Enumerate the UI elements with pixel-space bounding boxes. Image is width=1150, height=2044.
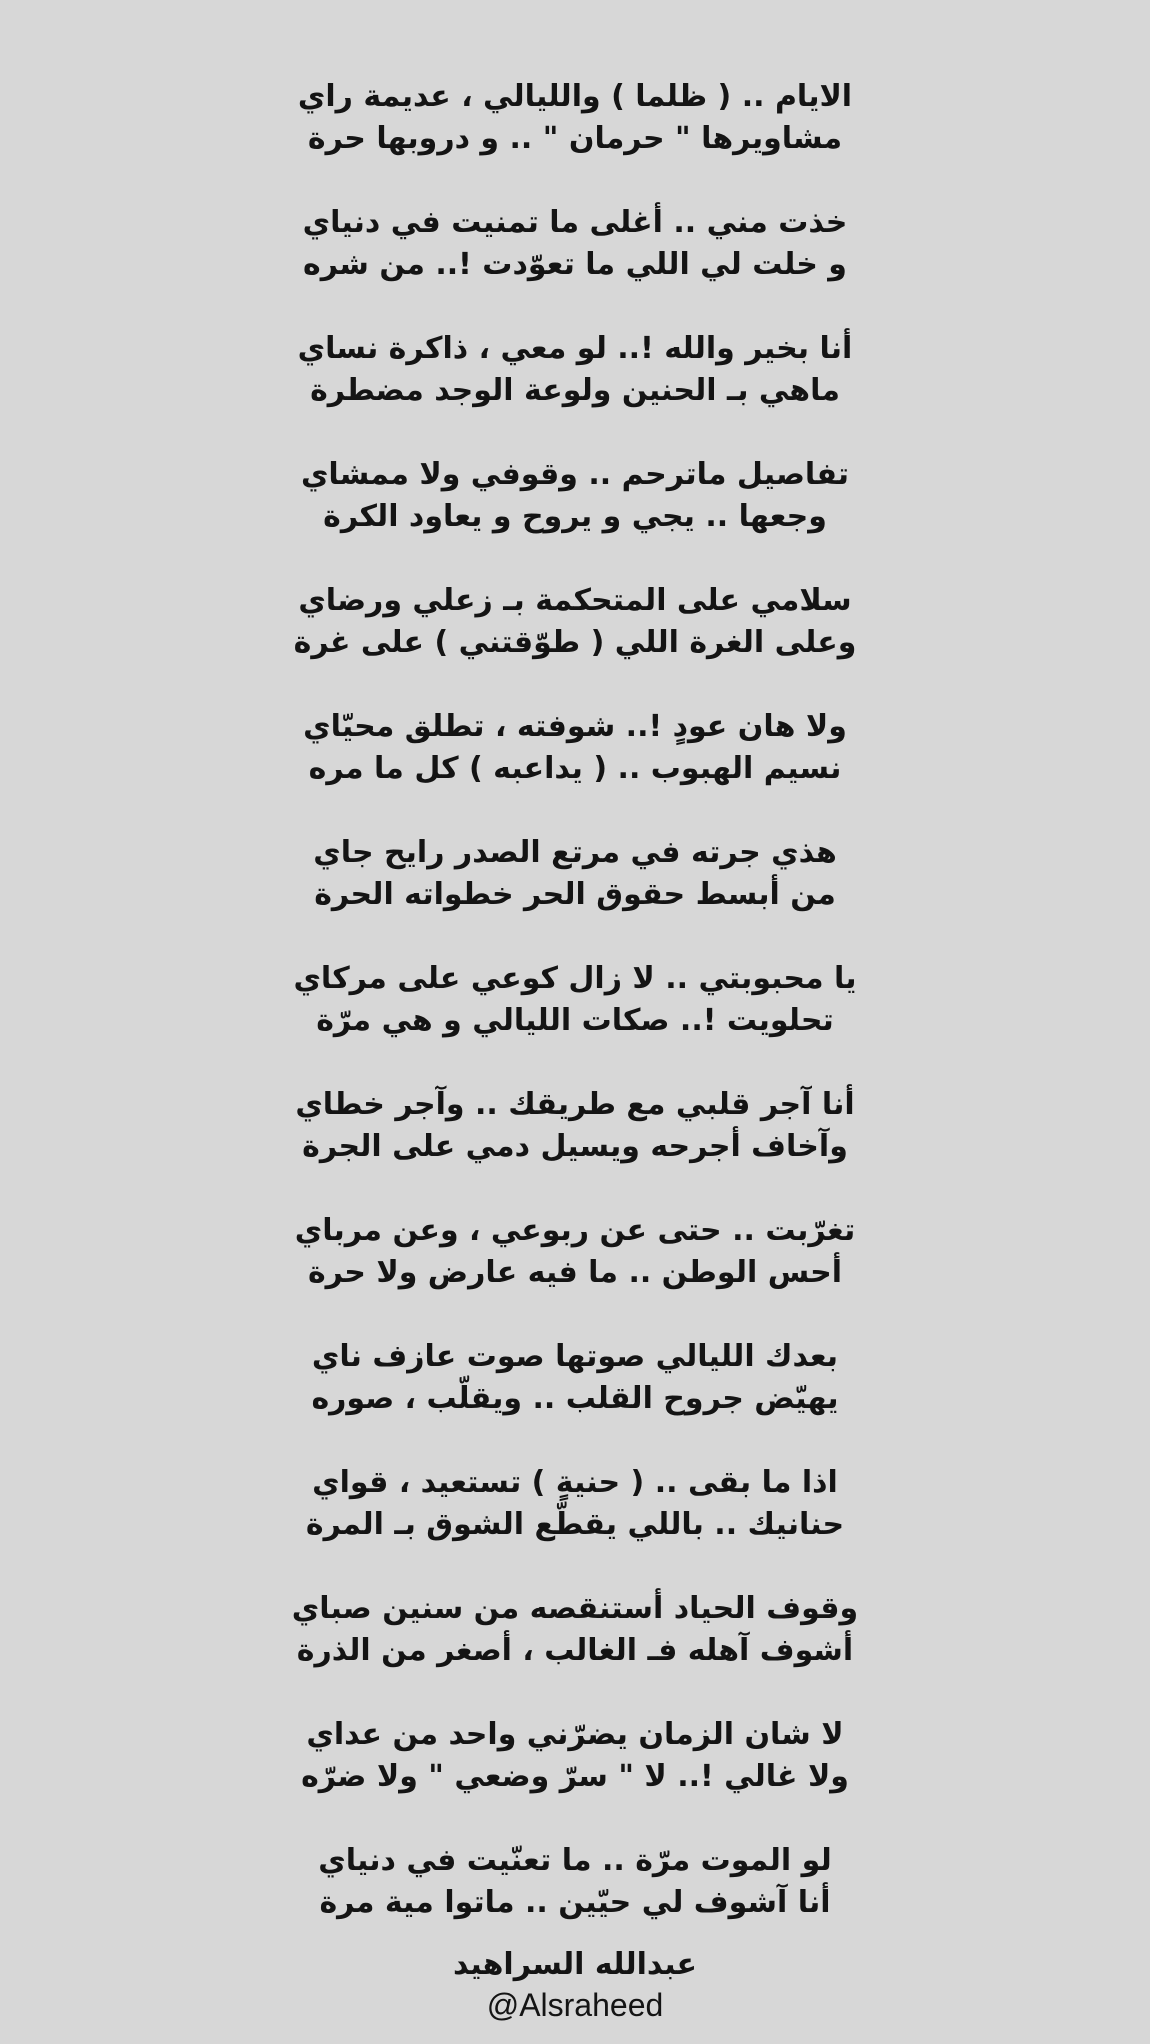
verse-line: خذت مني .. أغلى ما تمنيت في دنياي (302, 205, 848, 240)
poem-stanza (0, 328, 1150, 454)
verse-line: ولا هان عودٍ !.. شوفته ، تطلق محيّاي (303, 709, 847, 744)
poem-stanza (0, 832, 1150, 958)
verse-line: وجعها .. يجي و يروح و يعاود الكرة (323, 499, 827, 534)
poem-stanza (0, 958, 1150, 1084)
verse-line: يا محبوبتي .. لا زال كوعي على مركاي (293, 961, 857, 996)
poem (0, 76, 1150, 1966)
author-name: عبدالله السراهيد (453, 1947, 697, 1982)
poem-stanza (0, 1336, 1150, 1462)
verse-line: تحلويت !.. صكات الليالي و هي مرّة (316, 1003, 834, 1038)
verse-line: أنا بخير والله !.. لو معي ، ذاكرة نساي (297, 331, 853, 366)
verse-line: أشوف آهله فـ الغالب ، أصغر من الذرة (296, 1633, 854, 1668)
verse-line: و خلت لي اللي ما تعوّدت !.. من شره (303, 247, 847, 282)
verse-line: أنا آشوف لي حيّين .. ماتوا مية مرة (319, 1885, 831, 1920)
poem-stanza (0, 76, 1150, 202)
verse-line: مشاويرها " حرمان " .. و دروبها حرة (307, 121, 843, 156)
verse-line: حنانيك .. باللي يقطّع الشوق بـ المرة (305, 1507, 845, 1542)
verse-line: تفاصيل ماترحم .. وقوفي ولا ممشاي (300, 457, 850, 492)
verse-line: وقوف الحياد أستنقصه من سنين صباي (291, 1591, 859, 1626)
poem-stanza (0, 580, 1150, 706)
verse-line: أنا آجر قلبي مع طريقك .. وآجر خطاي (295, 1087, 855, 1122)
verse-line: أحس الوطن .. ما فيه عارض ولا حرة (307, 1255, 843, 1290)
verse-line: الايام .. ( ظلما ) والليالي ، عديمة راي (297, 79, 853, 114)
author-handle: @Alsraheed (486, 1987, 664, 2023)
poem-stanza (0, 1462, 1150, 1588)
verse-line: لا شان الزمان يضرّني واحد من عداي (306, 1717, 844, 1752)
poem-stanza (0, 202, 1150, 328)
verse-line: ماهي بـ الحنين ولوعة الوجد مضطرة (310, 373, 840, 408)
verse-line: وآخاف أجرحه ويسيل دمي على الجرة (302, 1129, 848, 1164)
verse-line: يهيّض جروح القلب .. ويقلّب ، صوره (311, 1381, 839, 1416)
verse-line: من أبسط حقوق الحر خطواته الحرة (314, 877, 836, 912)
verse-line: نسيم الهبوب .. ( يداعبه ) كل ما مره (308, 751, 842, 786)
poem-stanza (0, 1588, 1150, 1714)
verse-line: سلامي على المتحكمة بـ زعلي ورضاي (298, 583, 852, 618)
signature (0, 1945, 1150, 2025)
verse-line: هذي جرته في مرتع الصدر رايح جاي (313, 835, 837, 870)
verse-line: بعدك الليالي صوتها صوت عازف ناي (311, 1339, 839, 1374)
verse-line: تغرّبت .. حتى عن ربوعي ، وعن مرباي (294, 1213, 856, 1248)
verse-line: اذا ما بقى .. ( حنيةٍ ) تستعيد ، قواي (312, 1465, 838, 1500)
verse-line: ولا غالي !.. لا " سرّ وضعي " ولا ضرّه (301, 1759, 849, 1794)
poem-stanza (0, 1210, 1150, 1336)
poem-stanza (0, 1714, 1150, 1840)
verse-line: لو الموت مرّة .. ما تعنّيت في دنياي (318, 1843, 832, 1878)
poem-stanza (0, 1084, 1150, 1210)
poem-stanza (0, 706, 1150, 832)
poem-stanza (0, 454, 1150, 580)
verse-line: وعلى الغرة اللي ( طوّقتني ) على غرة (293, 625, 857, 660)
